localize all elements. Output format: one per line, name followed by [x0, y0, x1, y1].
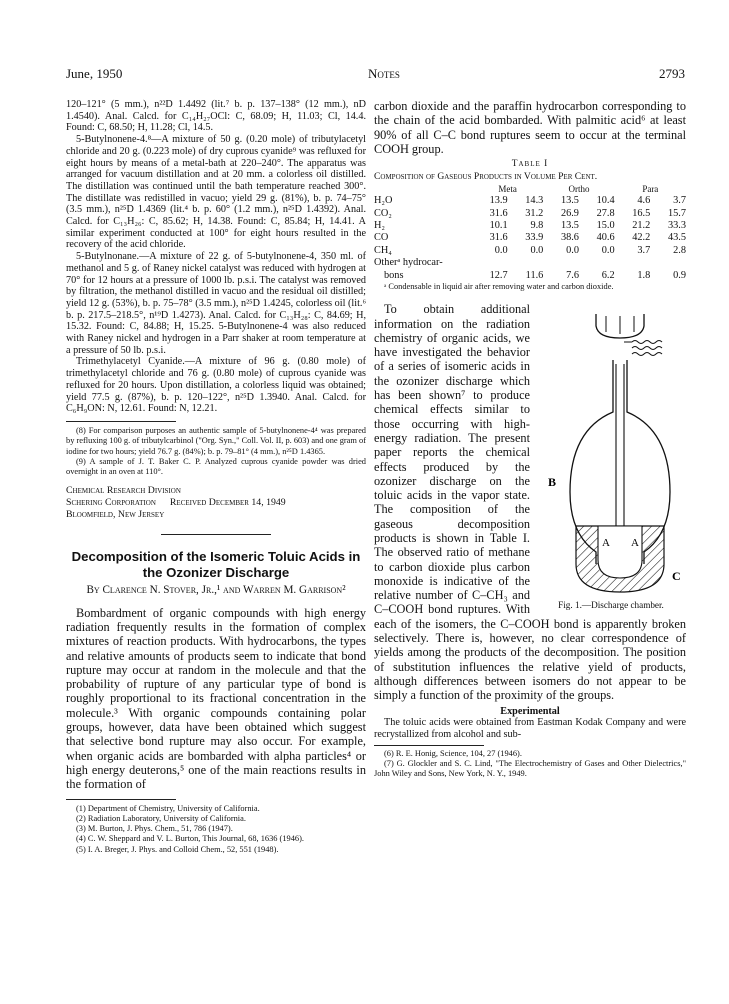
- cell: 15.7: [667, 207, 686, 219]
- footnote-5: (5) I. A. Breger, J. Phys. and Colloid Chem., 52, 551 (1948).: [76, 844, 279, 854]
- affiliation-line-1: Chemical Research Division: [66, 485, 181, 497]
- table-footnote: ᵃ Condensable in liquid air after removing water and carbon dioxide.: [384, 281, 614, 291]
- article-separator: [161, 534, 271, 535]
- label-a-left: A: [602, 537, 610, 550]
- jacket-inner-wall: [598, 526, 642, 578]
- table-row: [374, 232, 686, 244]
- cell: 0.0: [601, 244, 615, 256]
- cell: 33.3: [667, 219, 686, 231]
- cell: 14.3: [525, 195, 544, 207]
- footnote-rule: [66, 421, 176, 422]
- cell: 10.1: [489, 219, 508, 231]
- affiliation-company: Schering Corporation: [66, 497, 156, 509]
- footnote-rule-2: [66, 799, 176, 800]
- footnote-rule-3: [374, 745, 484, 746]
- table-row: [374, 208, 686, 220]
- electrode-coil: [632, 341, 662, 356]
- footnote-8: (8) For comparison purposes an authentic sample of 5-butylnonene-4⁴ was prepared by refluxing 100 g. of tributylcarbinol ("Org. Syn.," Coll. Vol. II, p. 603) and one gram of iodine for two hours; yield 76.7 g. (84%); b. p. 79–81° (4 mm.), n²⁵D 1.4365.: [66, 425, 366, 456]
- cell: 4.6: [637, 195, 651, 207]
- cell: 38.6: [560, 232, 579, 244]
- article-title: Decomposition of the Isomeric Toluic Acids in the Ozonizer Discharge: [71, 549, 361, 580]
- label-b: B: [548, 475, 557, 490]
- cell: 10.4: [596, 195, 615, 207]
- row-label: bons: [384, 269, 404, 281]
- cell: 0.0: [566, 244, 579, 256]
- table-row: [374, 220, 686, 232]
- discharge-chamber-figure: [536, 302, 686, 612]
- row-label: CH₄: [374, 244, 392, 256]
- footnote-7: (7) G. Glockler and S. C. Lind, "The Electrochemistry of Gases and Other Dielectrics," John Wiley and Sons, New York, N. Y., 1949.: [374, 758, 686, 779]
- footnote-1: (1) Department of Chemistry, University of California.: [76, 803, 260, 813]
- cell: 13.9: [489, 195, 508, 207]
- running-date: June, 1950: [66, 66, 123, 81]
- cell: 42.2: [632, 232, 651, 244]
- cell: 7.6: [566, 269, 579, 281]
- label-a-right: A: [631, 537, 639, 550]
- cell: 15.0: [596, 219, 615, 231]
- table-row: [374, 195, 686, 207]
- row-label: Otherᵃ hydrocar-: [374, 257, 443, 269]
- cell: 33.9: [525, 232, 544, 244]
- received-date: Received December 14, 1949: [169, 497, 286, 509]
- cell: 31.6: [489, 207, 508, 219]
- cell: 31.2: [525, 207, 544, 219]
- paragraph-trimethylacetyl: Trimethylacetyl Cyanide.—A mixture of 96 g. (0.80 mole) of trimethylacetyl chloride and 76 g. (0.80 mole) of cuprous cyanide was refluxed for 20 hours. Upon distillation, a colorless liquid was obtained; yield 77.5 g. (87%), b. p. 120–122°, n²⁵D 1.3940. Anal. Calcd. for C₆H₉ON: N, 12.61. Found: N, 12.21.: [66, 356, 366, 415]
- column-header-ortho: Ortho: [568, 183, 590, 194]
- experimental-text: The toluic acids were obtained from Eastman Kodak Company and were recrystallized from alcohol and sub-: [374, 717, 686, 740]
- footnote-6: (6) R. E. Honig, Science, 104, 27 (1946).: [384, 748, 522, 758]
- footnote-3: (3) M. Burton, J. Phys. Chem., 51, 786 (1947).: [76, 824, 233, 834]
- row-label: CO: [374, 232, 389, 244]
- paragraph-butylnonane: 5-Butylnonane.—A mixture of 22 g. of 5-butylnonene-4, 350 ml. of methanol and 5 g. of Raney nickel catalyst was reduced with hydrogen at 70° for 12 hours at a pressure of 1000 lb. p.s.i. The catalyst was removed by filtration, the methanol distilled in vacuo and the residual oil distilled; yield 12 g. (53%), b. p. 75–78° (3.5 mm.), n²⁵D 1.4245, colorless oil (lit.⁶ b. p. 217.5–218.5°, n¹⁹D 1.4273). Anal. Calcd. for C₁₃H₂₈: C, 84.69; H, 15.32. Found: C, 84.88; H, 15.25. 5-Butylnonene-4 was also reduced with Raney nickel and hydrogen in a Parr shaker at room temperature at a pressure of 50 lb. p.s.i.: [66, 251, 366, 356]
- cell: 0.0: [530, 244, 544, 256]
- cell: 40.6: [596, 232, 615, 244]
- cell: 0.9: [673, 269, 686, 281]
- table-header-row: [374, 183, 686, 195]
- column-header-meta: Meta: [498, 183, 517, 194]
- row-label: CO₂: [374, 207, 392, 219]
- right-column: [374, 99, 686, 780]
- cell: 3.7: [637, 244, 651, 256]
- cell: 9.8: [530, 219, 544, 231]
- figure-caption: Fig. 1.—Discharge chamber.: [558, 600, 664, 611]
- row-label: H₂O: [374, 195, 393, 207]
- table-row: [374, 257, 686, 269]
- cell: 2.8: [673, 244, 686, 256]
- affiliation-line-3: Bloomfield, New Jersey: [66, 508, 165, 520]
- cell: 1.8: [637, 269, 651, 281]
- cell: 6.2: [601, 269, 615, 281]
- footnote-4: (4) C. W. Sheppard and V. L. Burton, This Journal, 68, 1636 (1946).: [76, 834, 304, 844]
- footnote-2: (2) Radiation Laboratory, University of California.: [76, 813, 246, 823]
- left-column: [66, 99, 366, 855]
- cell: 21.2: [632, 219, 651, 231]
- footnote-9: (9) A sample of J. T. Baker C. P. Analyzed cuprous cyanide powder was dried overnight in an oven at 110°.: [66, 456, 366, 477]
- gas-composition-table: [374, 183, 686, 282]
- table-caption: Table I: [511, 159, 549, 170]
- table-row: [374, 245, 686, 257]
- cell: 13.5: [560, 195, 579, 207]
- cell: 16.5: [632, 207, 651, 219]
- cell: 27.8: [596, 207, 615, 219]
- cell: 43.5: [667, 232, 686, 244]
- article-body-left: Bombardment of organic compounds with high energy radiation frequently results in the formation of complex mixtures of reaction products. With hydrocarbons, the types and relative amounts of products seem to indicate that bond rupture may occur at random in the molecule and that the probability of rupture of any particular type of bond is roughly proportional to its fractional concentration in the molecule.³ With organic compounds containing polar groups, however, data have been obtained which suggest that selective bond rupture may also occur. For example, when organic acids are bombarded with alpha particles⁴ or high energy deuterons,⁵ one of the main reactions results in the formation of: [66, 605, 366, 792]
- table-title: Composition of Gaseous Products in Volume Per Cent.: [374, 171, 598, 183]
- row-label: H₂: [374, 219, 386, 231]
- cell: 11.6: [525, 269, 544, 281]
- cell: 3.7: [673, 195, 686, 207]
- label-c: C: [672, 569, 681, 584]
- cell: 12.7: [489, 269, 508, 281]
- paragraph-butylnonene: 5-Butylnonene-4.⁸—A mixture of 50 g. (0.20 mole) of tributylacetyl chloride and 20 g. (0.223 mole) of dry cuprous cyanide⁹ was refluxed for eight hours by means of a metal-bath at 220–240°. The apparatus was arranged for vacuum distillation and at 20 mm. a colorless oil distilled. The distillation was continued until the bath temperature reached 300°. The distillate was redistilled in vacuo; yield 29 g. (81%), b. p. 74–75° (3.5 mm.), n²⁵D 1.4369 (lit.⁴ b. p. 60° (1.2 mm.), n²⁵D 1.4392). Anal. Calcd. for C₁₃H₂₆: C, 85.62; H, 14.38. Found: C, 85.84; H, 14.41. A similar experiment conducted at 100° for eight hours resulted in the recovery of the acid chloride.: [66, 134, 366, 251]
- column-header-para: Para: [642, 183, 659, 194]
- discharge-chamber-drawing: [536, 302, 686, 598]
- running-section: Notes: [368, 66, 400, 81]
- cell: 26.9: [560, 207, 579, 219]
- paragraph-left-1: 120–121° (5 mm.), n²²D 1.4492 (lit.⁷ b. p. 137–138° (12 mm.), nD 1.4540). Anal. Calcd. for C₁₄H₂₇OCl: C, 68.09; H, 11.03; Cl, 14.4. Found: C, 68.50; H, 11.28; Cl, 14.5.: [66, 99, 366, 134]
- cell: 0.0: [494, 244, 508, 256]
- page-number: 2793: [659, 66, 685, 81]
- article-body-right-2: To obtain additional information on the radiation chemistry of organic acids, we have investigated the behavior of a series of isomeric acids in the ozonizer discharge which has been shown⁷ to produce chemical effects similar to those occurring with high-energy radiation. The present paper reports the chemical effects produced by the ozonizer discharge on the toluic acids in the vapor state. The composition of the gaseous decomposition products is shown in Table I. The observed ratio of methane to carbon dioxide plus carbon monoxide is indicative of the relative number of C–CH₃ and C–COOH bond ruptures. With each of the isomers, the C–COOH bond is apparently broken selectively. There is, however, no clear correspondence of yields among the products of the decomposition. The position of substitution influences the relative yield of products, although differences between isomers do not appear to be simply a function of the proximity of the groups.: [374, 302, 686, 703]
- experimental-heading: Experimental: [500, 705, 560, 717]
- article-authors: By Clarence N. Stover, Jr.,¹ and Warren M. Garrison²: [86, 584, 346, 597]
- cell: 13.5: [560, 219, 579, 231]
- article-body-right-1: carbon dioxide and the paraffin hydrocarbon corresponding to the chain of the acid bombarded. With palmitic acid⁶ at least 90% of all C–C bond ruptures seem to occur at the terminal COOH group.: [374, 99, 686, 156]
- affiliation-line-2: [66, 497, 366, 509]
- cell: 31.6: [489, 232, 508, 244]
- table-row: [374, 270, 686, 282]
